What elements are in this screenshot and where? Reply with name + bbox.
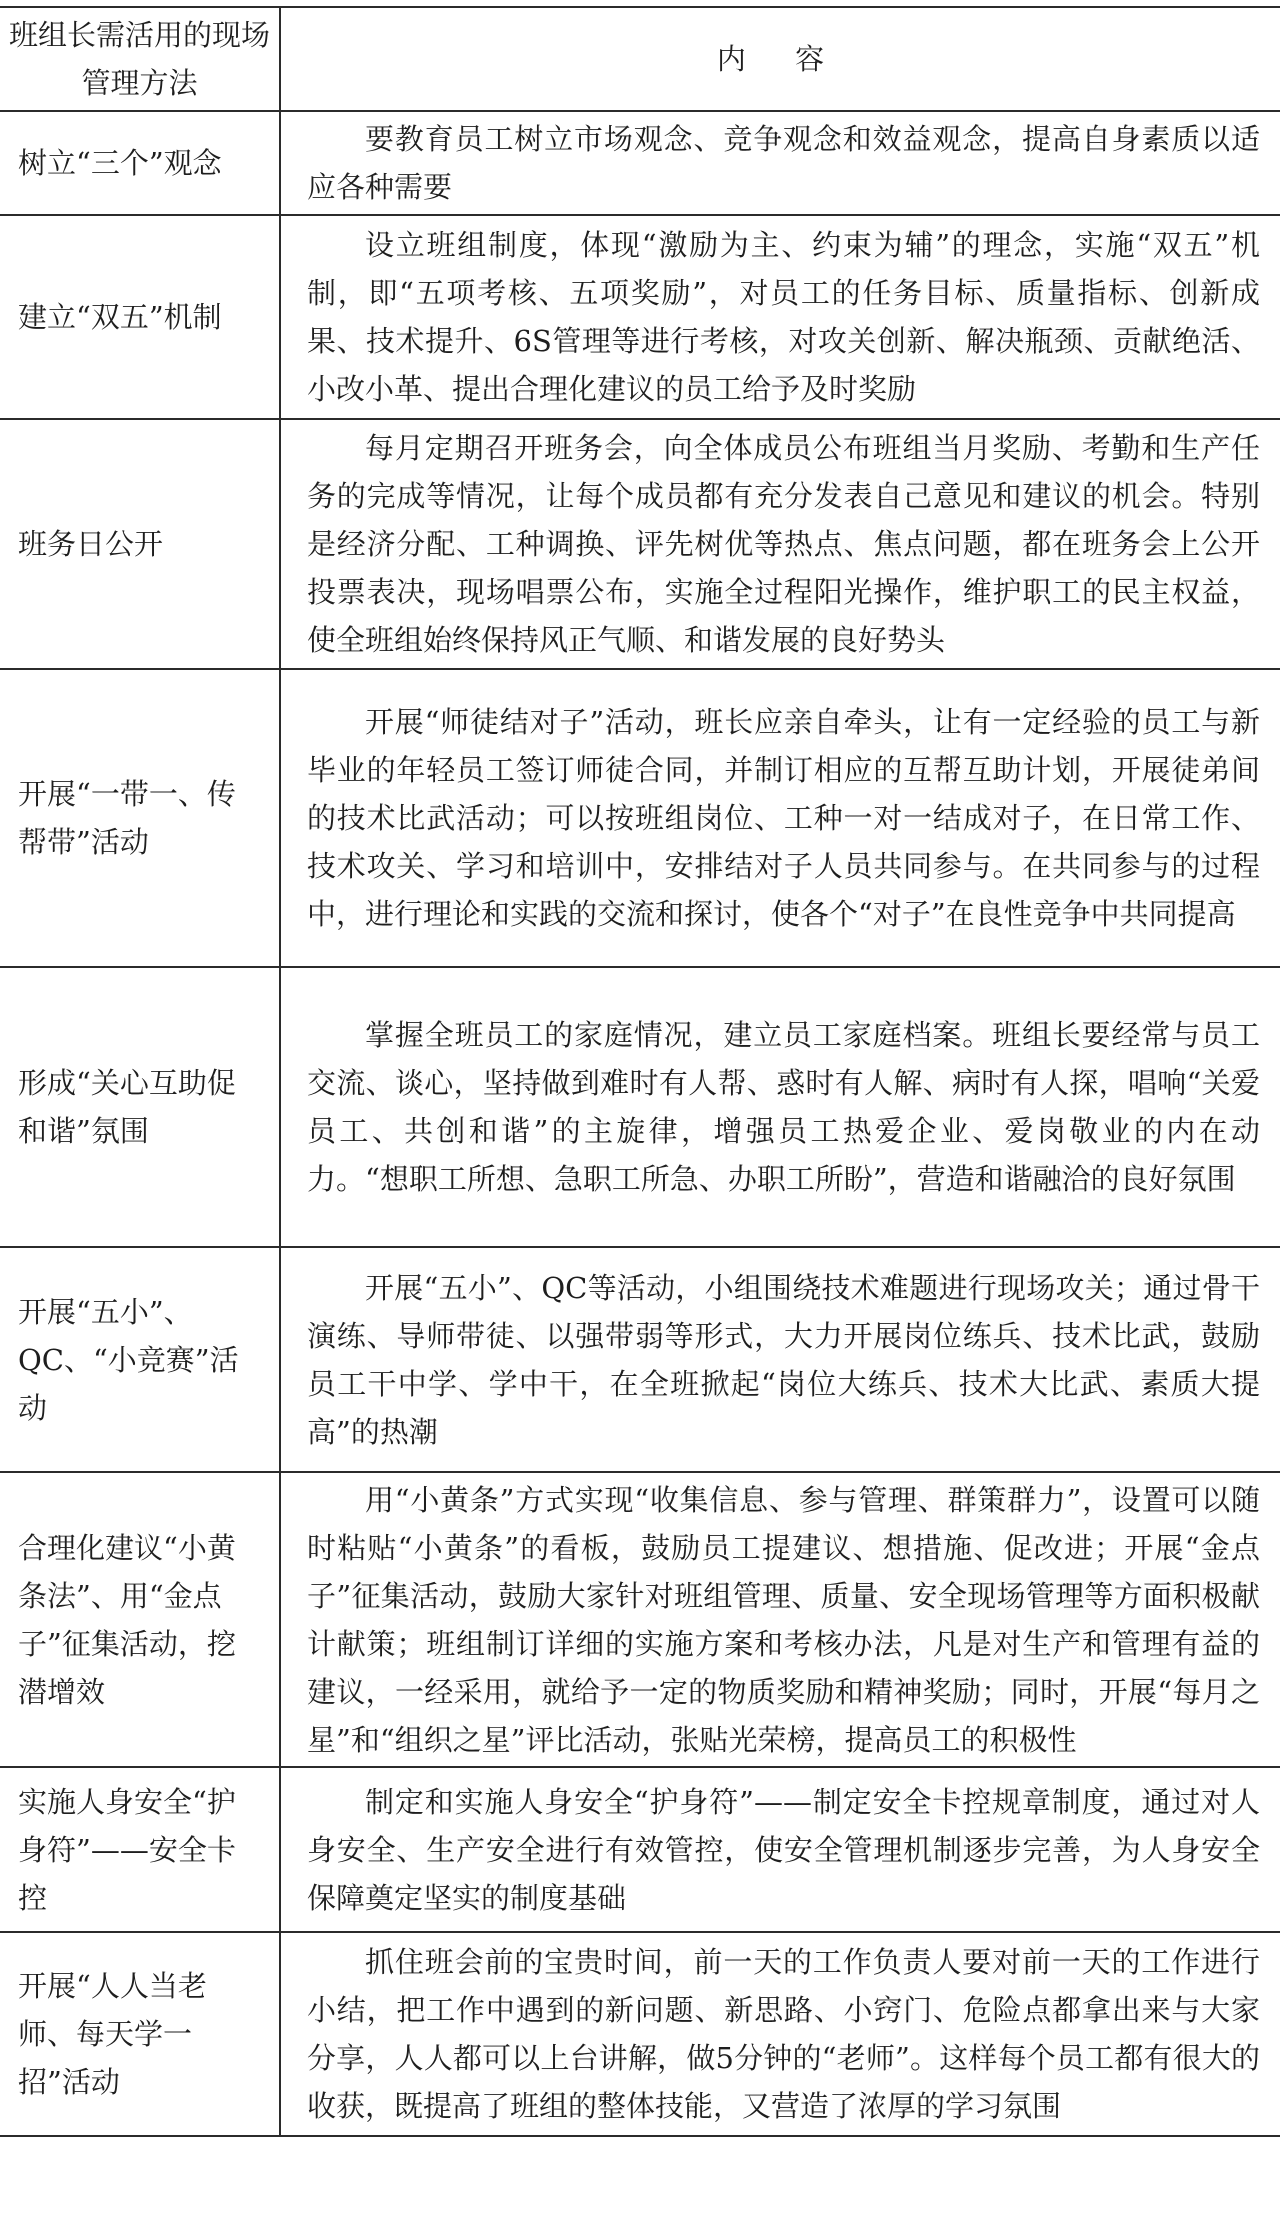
method-cell: 开展“人人当老师、每天学一招”活动 [0, 1932, 280, 2136]
method-cell: 班务日公开 [0, 419, 280, 669]
method-cell: 开展“一带一、传帮带”活动 [0, 669, 280, 967]
table-row [0, 1247, 1280, 1472]
content-cell: 掌握全班员工的家庭情况，建立员工家庭档案。班组长要经常与员工交流、谈心，坚持做到难时有人帮、惑时有人解、病时有人探，唱响“关爱员工、共创和谐”的主旋律，增强员工热爱企业、爱岗敬业的内在动力。“想职工所想、急职工所急、办职工所盼”，营造和谐融洽的良好氛围 [280, 967, 1280, 1247]
table-row [0, 1767, 1280, 1932]
content-cell: 制定和实施人身安全“护身符”——制定安全卡控规章制度，通过对人身安全、生产安全进行有效管控，使安全管理机制逐步完善，为人身安全保障奠定坚实的制度基础 [280, 1767, 1280, 1932]
table-row [0, 111, 1280, 215]
content-cell: 设立班组制度，体现“激励为主、约束为辅”的理念，实施“双五”机制，即“五项考核、五项奖励”，对员工的任务目标、质量指标、创新成果、技术提升、6S管理等进行考核，对攻关创新、解决瓶颈、贡献绝活、小改小革、提出合理化建议的员工给予及时奖励 [280, 215, 1280, 419]
method-cell: 实施人身安全“护身符”——安全卡控 [0, 1767, 280, 1932]
method-cell: 形成“关心互助促和谐”氛围 [0, 967, 280, 1247]
table-row [0, 967, 1280, 1247]
content-cell: 用“小黄条”方式实现“收集信息、参与管理、群策群力”，设置可以随时粘贴“小黄条”的看板，鼓励员工提建议、想措施、促改进；开展“金点子”征集活动，鼓励大家针对班组管理、质量、安全现场管理等方面积极献计献策；班组制订详细的实施方案和考核办法，凡是对生产和管理有益的建议，一经采用，就给予一定的物质奖励和精神奖励；同时，开展“每月之星”和“组织之星”评比活动，张贴光荣榜，提高员工的积极性 [280, 1472, 1280, 1767]
table-row [0, 669, 1280, 967]
table-header-row [0, 7, 1280, 111]
table-row [0, 1932, 1280, 2136]
content-cell: 开展“师徒结对子”活动，班长应亲自牵头，让有一定经验的员工与新毕业的年轻员工签订师徒合同，并制订相应的互帮互助计划，开展徒弟间的技术比武活动；可以按班组岗位、工种一对一结成对子，在日常工作、技术攻关、学习和培训中，安排结对子人员共同参与。在共同参与的过程中，进行理论和实践的交流和探讨，使各个“对子”在良性竞争中共同提高 [280, 669, 1280, 967]
content-cell: 要教育员工树立市场观念、竞争观念和效益观念，提高自身素质以适应各种需要 [280, 111, 1280, 215]
method-cell: 合理化建议“小黄条法”、用“金点子”征集活动，挖潜增效 [0, 1472, 280, 1767]
header-method-cell: 班组长需活用的现场管理方法 [0, 7, 280, 111]
content-cell: 抓住班会前的宝贵时间，前一天的工作负责人要对前一天的工作进行小结，把工作中遇到的新问题、新思路、小窍门、危险点都拿出来与大家分享，人人都可以上台讲解，做5分钟的“老师”。这样每个员工都有很大的收获，既提高了班组的整体技能，又营造了浓厚的学习氛围 [280, 1932, 1280, 2136]
content-cell: 开展“五小”、QC等活动，小组围绕技术难题进行现场攻关；通过骨干演练、导师带徒、以强带弱等形式，大力开展岗位练兵、技术比武，鼓励员工干中学、学中干，在全班掀起“岗位大练兵、技术大比武、素质大提高”的热潮 [280, 1247, 1280, 1472]
method-cell: 开展“五小”、QC、“小竞赛”活动 [0, 1247, 280, 1472]
content-cell: 每月定期召开班务会，向全体成员公布班组当月奖励、考勤和生产任务的完成等情况，让每个成员都有充分发表自己意见和建议的机会。特别是经济分配、工种调换、评先树优等热点、焦点问题，都在班务会上公开投票表决，现场唱票公布，实施全过程阳光操作，维护职工的民主权益，使全班组始终保持风正气顺、和谐发展的良好势头 [280, 419, 1280, 669]
header-content-cell: 内 容 [280, 7, 1280, 111]
table-row [0, 215, 1280, 419]
management-methods-table [0, 6, 1280, 2137]
method-cell: 树立“三个”观念 [0, 111, 280, 215]
table-row [0, 419, 1280, 669]
table-row [0, 1472, 1280, 1767]
method-cell: 建立“双五”机制 [0, 215, 280, 419]
